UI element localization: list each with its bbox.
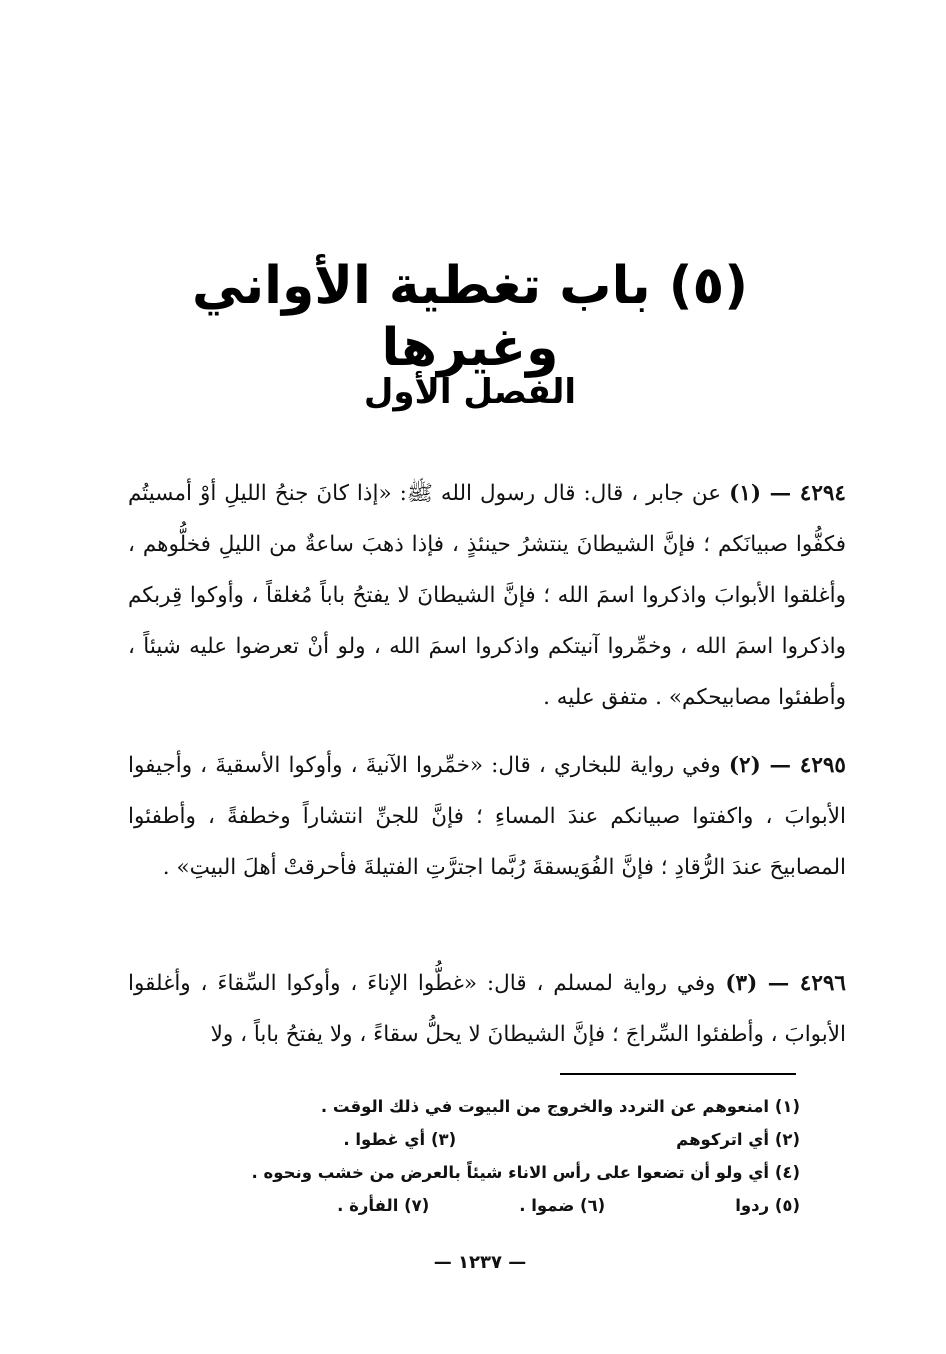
footnote-row [230, 1156, 800, 1189]
section-title: الفصل الأول [363, 372, 577, 412]
hadith-number: ٤٢٩٦ — (٣) [725, 971, 846, 996]
hadith-text [128, 958, 846, 1060]
hadith-number: ٤٢٩٤ — (١) [729, 481, 846, 506]
footnote-6: (٦) ضموا . [519, 1196, 606, 1215]
hadith-4296 [128, 958, 846, 1060]
hadith-body: وفي رواية للبخاري ، قال: «خمِّروا الآنيةَ ، وأوكوا الأسقيةَ ، وأجيفوا الأبوابَ ، واكفتوا صبيانكم عندَ المساءِ ؛ فإنَّ للجنِّ انتشاراً وخطفةً ، وأطفئوا المصابيحَ عندَ الرُّقادِ ؛ فإنَّ الفُوَيسقةَ رُبَّما اجترَّتِ الفتيلةَ فأحرقتْ أهلَ البيتِ» . [128, 753, 846, 880]
hadith-body: عن جابر ، قال: قال رسول الله ﷺ: «إذا كانَ جنحُ الليلِ أوْ أمسيتُم فكفُّوا صبيانَكم ؛ فإنَّ الشيطانَ ينتشرُ حينئذٍ ، فإذا ذهبَ ساعةٌ من الليلِ فخلُّوهم ، وأغلقوا الأبوابَ واذكروا اسمَ الله ؛ فإنَّ الشيطانَ لا يفتحُ باباً مُغلقاً ، وأوكوا قِربكم واذكروا اسمَ الله ، وخمِّروا آنيتكم واذكروا اسمَ الله ، ولو أنْ تعرضوا عليه شيئاً ، وأطفئوا مصابيحكم» . متفق عليه . [128, 481, 846, 710]
hadith-text [128, 740, 846, 893]
footnote-1: (١) امنعوهم عن التردد والخروج من البيوت في ذلك الوقت . [320, 1097, 800, 1116]
hadith-body: وفي رواية لمسلم ، قال: «غطُّوا الإناءَ ، وأوكوا السِّقاءَ ، وأغلقوا الأبوابَ ، وأطفئوا السِّراجَ ؛ فإنَّ الشيطانَ لا يحلُّ سقاءً ، ولا يفتحُ باباً ، ولا [128, 971, 846, 1047]
footnote-5: (٥) ردوا [735, 1196, 800, 1215]
page-number: — ١٢٣٧ — [433, 1252, 527, 1273]
footnote-3: (٣) أي غطوا . [343, 1130, 457, 1149]
footnote-row [230, 1189, 800, 1222]
footnote-row [230, 1123, 800, 1156]
hadith-text [128, 468, 846, 723]
footnote-4: (٤) أي ولو أن تضعوا على رأس الاناء شيئاً بالعرض من خشب ونحوه . [251, 1163, 800, 1182]
footnote-2: (٢) أي اتركوهم [676, 1130, 800, 1149]
chapter-title: (٥) باب تغطية الأواني وغيرها [191, 256, 748, 379]
footnote-7: (٧) الفأرة . [337, 1196, 430, 1215]
footnote-divider [560, 1073, 796, 1075]
hadith-number: ٤٢٩٥ — (٢) [728, 753, 846, 778]
hadith-4295 [128, 740, 846, 893]
hadith-4294 [128, 468, 846, 723]
footnote-row [230, 1090, 800, 1123]
footnotes [230, 1090, 800, 1222]
